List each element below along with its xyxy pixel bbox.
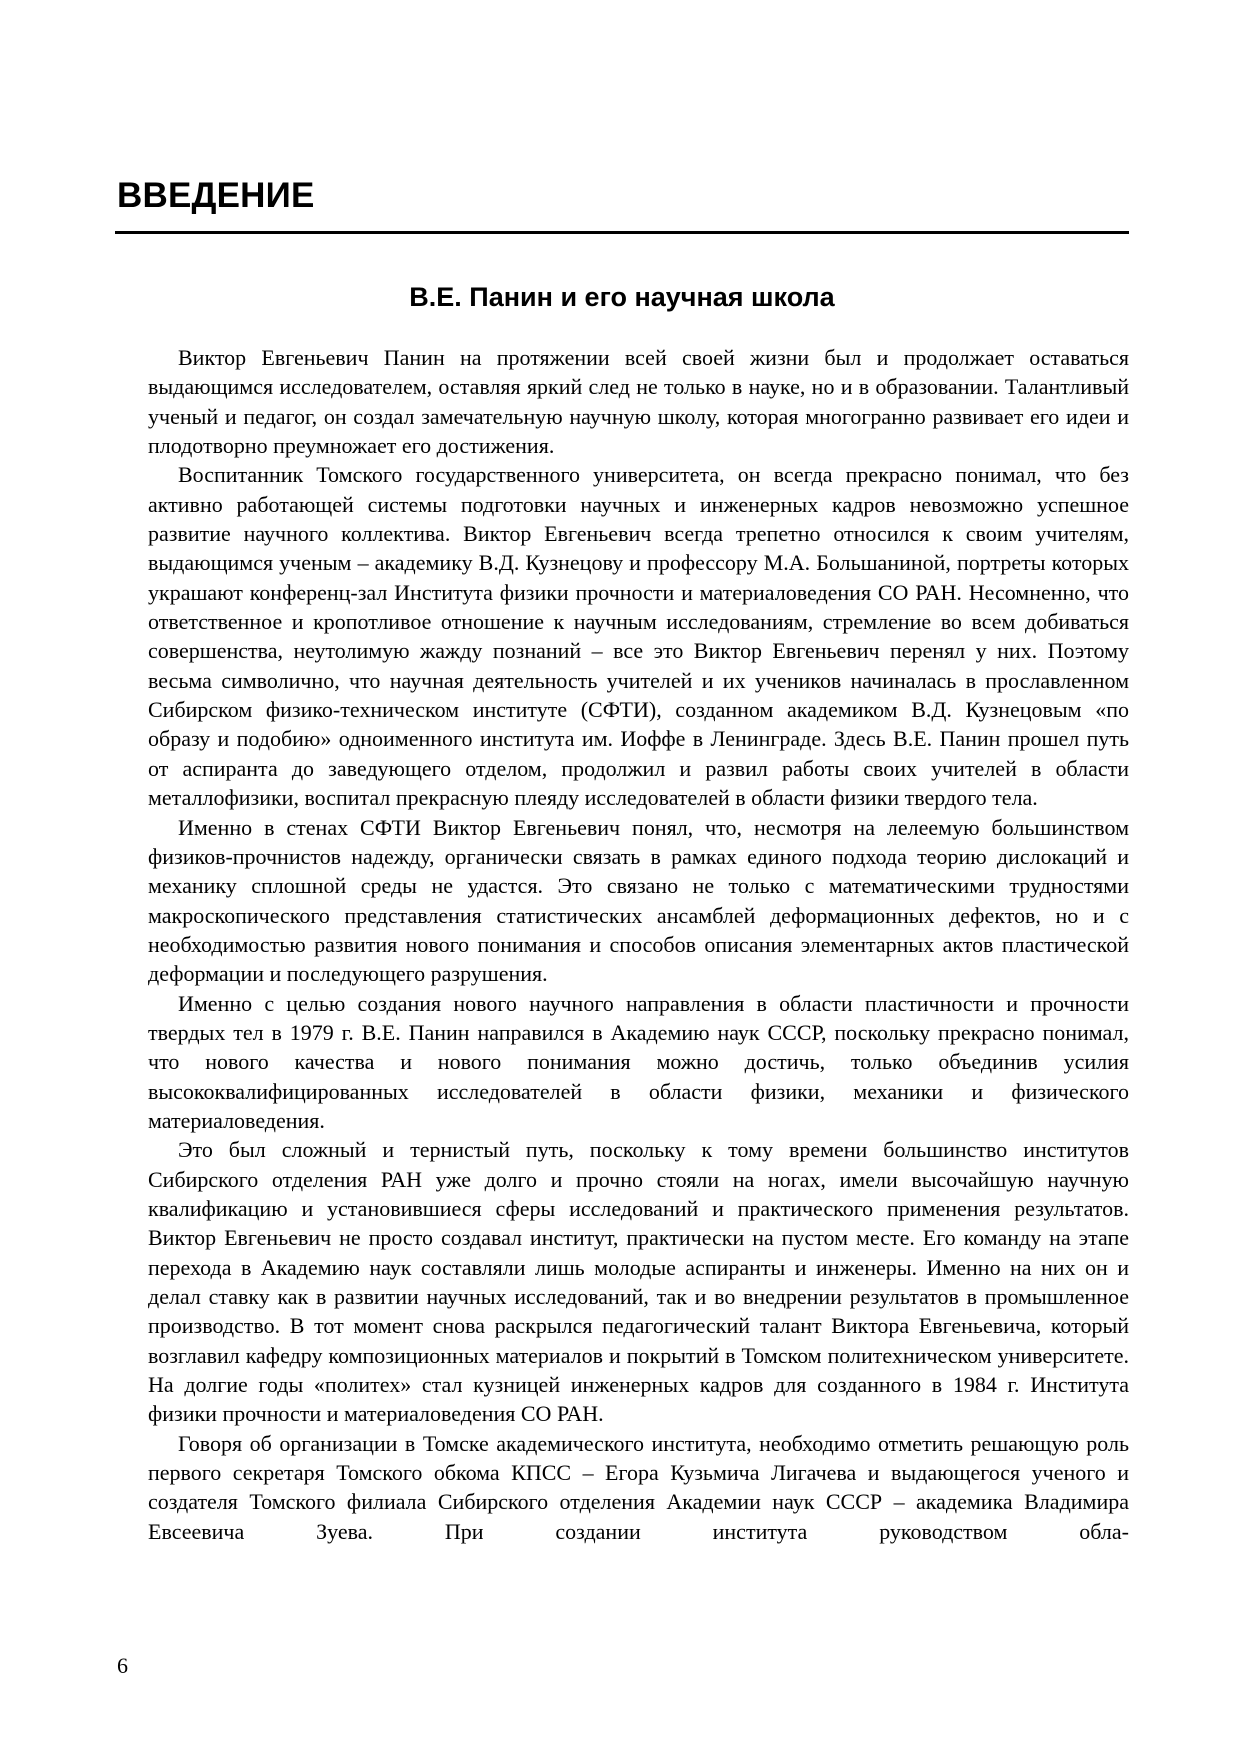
paragraph-2: Воспитанник Томского государственного университета, он всегда прекрасно понимал, что без активно работающей системы подготовки научных и инженерных кадров невозможно успешное развитие научного коллектива. Виктор Евгеньевич всегда трепетно относился к своим учителям, выдающимся ученым – академику В.Д. Кузнецову и профессору М.А. Большаниной, портреты которых украшают конференц-зал Института физики прочности и материаловедения СО РАН. Несомненно, что ответственное и кропотливое отношение к научным исследованиям, стремление во всем добиваться совершенства, неутолимую жажду познаний – все это Виктор Евгеньевич перенял у них. Поэтому весьма символично, что научная деятельность учителей и их учеников начиналась в прославленном Сибирском физико-техническом институте (СФТИ), созданном академиком В.Д. Кузнецовым «по образу и подобию» одноименного института им. Иоффе в Ленинграде. Здесь В.Е. Панин прошел путь от аспиранта до заведующего отделом, продолжил и развил работы своих учителей в области металлофизики, воспитал прекрасную плеяду исследователей в области физики твердого тела. [148,462,1129,811]
paragraph-4: Именно с целью создания нового научного направления в области пластичности и прочности твердых тел в 1979 г. В.Е. Панин направился в Академию наук СССР, поскольку прекрасно понимал, что нового качества и нового понимания можно достичь, только объединив усилия высококвалифицированных исследователей в области физики, механики и физического материаловедения. [148,990,1129,1133]
paragraph-1: Виктор Евгеньевич Панин на протяжении всей своей жизни был и продолжает оставаться выдающимся исследователем, оставляя яркий след не только в науке, но и в образовании. Талантливый ученый и педагог, он создал замечательную научную школу, которая многогранно развивает его идеи и плодотворно преумножает его достижения. [148,345,1129,459]
section-title: В.Е. Панин и его научная школа [409,282,835,312]
paragraph-6: Говоря об организации в Томске академического института, необходимо отметить решающую роль первого секретаря Томского обкома КПСС – Егора Кузьмича Лигачева и выдающегося ученого и создателя Томского филиала Сибирского отделения Академии наук СССР – академика Владимира Евсеевича Зуева. При создании института руководством обла- [148,1430,1129,1544]
paragraph-5: Это был сложный и тернистый путь, поскольку к тому времени большинство институтов Сибирского отделения РАН уже долго и прочно стояли на ногах, имели высочайшую научную квалификацию и установившиеся сферы исследований и практического применения результатов. Виктор Евгеньевич не просто создавал институт, практически на пустом месте. Его команду на этапе перехода в Академию наук составляли лишь молодые аспиранты и инженеры. Именно на них он и делал ставку как в развитии научных исследований, так и во внедрении результатов в промышленное производство. В тот момент снова раскрылся педагогический талант Виктора Евгеньевича, который возглавил кафедру композиционных материалов и покрытий в Томском политехническом университете. На долгие годы «политех» стал кузницей инженерных кадров для созданного в 1984 г. Института физики прочности и материаловедения СО РАН. [148,1137,1129,1427]
chapter-heading-rule [115,231,1129,234]
page-number: 6 [117,1653,128,1678]
paragraph-3: Именно в стенах СФТИ Виктор Евгеньевич понял, что, несмотря на лелеемую большинством физиков-прочнистов надежду, органически связать в рамках единого подхода теорию дислокаций и механику сплошной среды не удастся. Это связано не только с математическими трудностями макроскопического представления статистических ансамблей деформационных дефектов, но и с необходимостью развития нового понимания и способов описания элементарных актов пластической деформации и последующего разрушения. [148,814,1129,987]
chapter-heading: ВВЕДЕНИЕ [117,176,315,215]
body-text [148,343,1129,1546]
